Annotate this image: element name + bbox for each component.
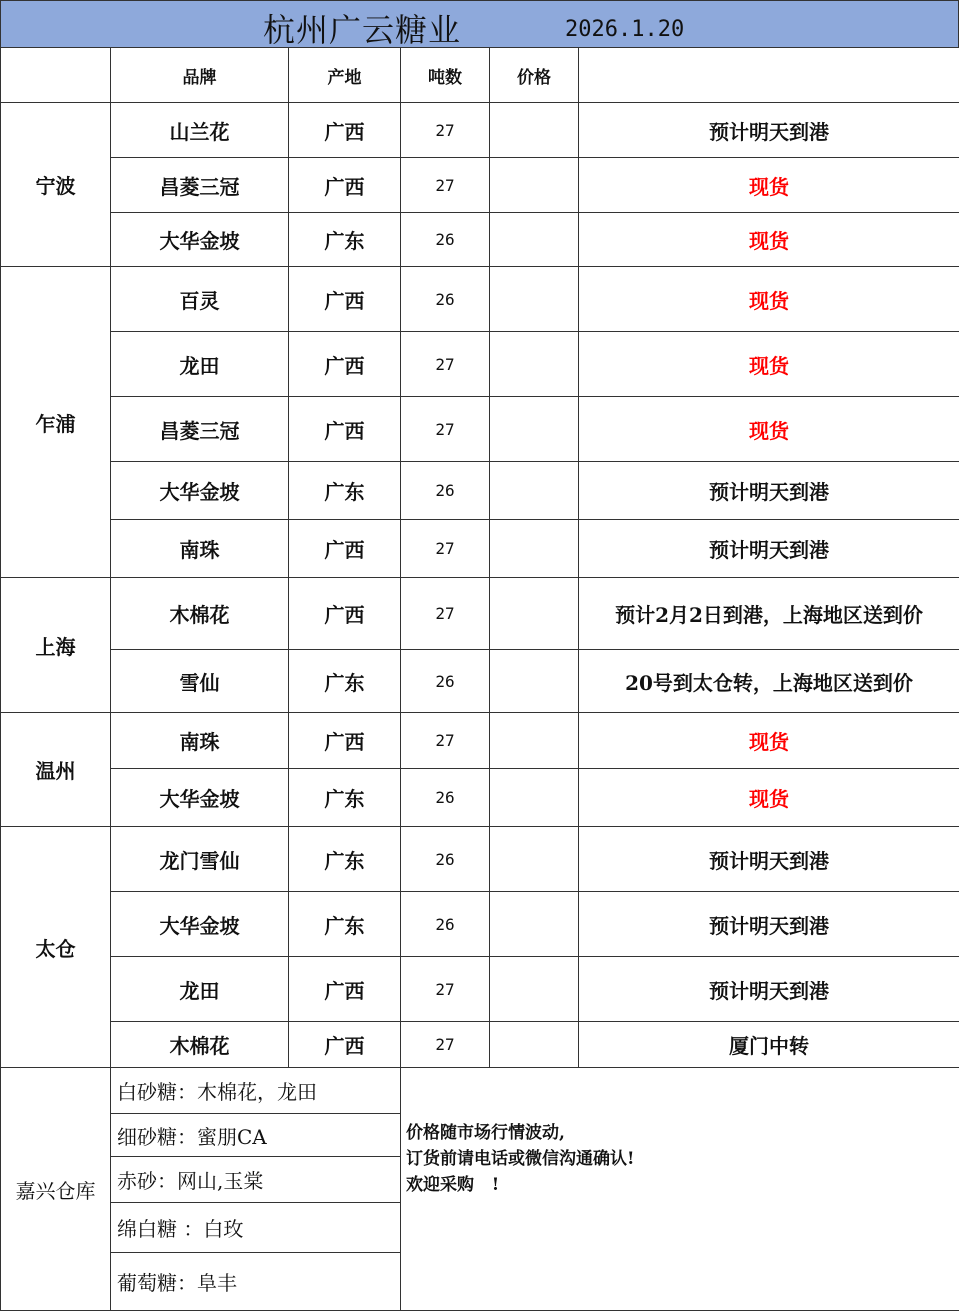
tons-cell: 26 (401, 213, 490, 267)
status-note: 20号到太仓转，上海地区送到价 (579, 650, 959, 713)
tons-cell: 27 (401, 103, 490, 158)
tons-cell: 26 (401, 462, 490, 520)
header-price: 价格 (490, 48, 579, 103)
company-title: 杭州广云糖业 (263, 5, 461, 51)
tons-cell: 27 (401, 520, 490, 578)
price-cell (490, 650, 579, 713)
table-row (1, 713, 959, 769)
tons-cell: 27 (401, 332, 490, 397)
table-row (1, 332, 959, 397)
header-region-cell (1, 48, 111, 103)
table-row (1, 520, 959, 578)
price-cell (490, 1022, 579, 1068)
tons-cell: 27 (401, 397, 490, 462)
origin-cell: 广西 (289, 957, 401, 1022)
price-cell (490, 462, 579, 520)
status-note: 现货 (579, 267, 959, 332)
table-row (1, 103, 959, 158)
region-ningbo: 宁波 (1, 103, 111, 267)
warehouse-item: 细砂糖：蜜朋CA (111, 1114, 401, 1157)
status-note: 预计明天到港 (579, 103, 959, 158)
notice-line: 欢迎采购 ! (406, 1172, 959, 1198)
price-cell (490, 957, 579, 1022)
header-tons: 吨数 (401, 48, 490, 103)
inventory-table (0, 47, 959, 1311)
price-cell (490, 213, 579, 267)
status-note: 预计明天到港 (579, 957, 959, 1022)
brand-cell: 昌菱三冠 (111, 397, 289, 462)
notice-line: 价格随市场行情波动, (406, 1120, 959, 1146)
brand-cell: 龙门雪仙 (111, 827, 289, 892)
status-note: 现货 (579, 713, 959, 769)
status-note: 预计明天到港 (579, 520, 959, 578)
region-zhapu: 乍浦 (1, 267, 111, 578)
price-cell (490, 578, 579, 650)
origin-cell: 广西 (289, 103, 401, 158)
warehouse-item: 赤砂：网山,玉棠 (111, 1157, 401, 1203)
tons-cell: 27 (401, 1022, 490, 1068)
table-row (1, 769, 959, 827)
notice-message (401, 1068, 959, 1311)
price-cell (490, 267, 579, 332)
price-cell (490, 397, 579, 462)
origin-cell: 广东 (289, 769, 401, 827)
origin-cell: 广西 (289, 578, 401, 650)
title-bar (0, 0, 959, 48)
origin-cell: 广东 (289, 827, 401, 892)
status-note: 现货 (579, 397, 959, 462)
price-cell (490, 892, 579, 957)
price-cell (490, 158, 579, 213)
price-cell (490, 332, 579, 397)
tons-cell: 26 (401, 267, 490, 332)
brand-cell: 大华金坡 (111, 213, 289, 267)
origin-cell: 广东 (289, 462, 401, 520)
tons-cell: 26 (401, 650, 490, 713)
header-row (1, 48, 959, 103)
table-row (1, 158, 959, 213)
warehouse-item: 葡萄糖：阜丰 (111, 1253, 401, 1311)
status-note: 厦门中转 (579, 1022, 959, 1068)
price-cell (490, 827, 579, 892)
price-cell (490, 103, 579, 158)
table-row (1, 892, 959, 957)
table-row (1, 397, 959, 462)
brand-cell: 百灵 (111, 267, 289, 332)
brand-cell: 雪仙 (111, 650, 289, 713)
region-taicang: 太仓 (1, 827, 111, 1068)
brand-cell: 南珠 (111, 713, 289, 769)
tons-cell: 26 (401, 892, 490, 957)
origin-cell: 广西 (289, 1022, 401, 1068)
brand-cell: 木棉花 (111, 1022, 289, 1068)
brand-cell: 大华金坡 (111, 892, 289, 957)
origin-cell: 广东 (289, 892, 401, 957)
tons-cell: 26 (401, 827, 490, 892)
origin-cell: 广西 (289, 397, 401, 462)
brand-cell: 大华金坡 (111, 769, 289, 827)
brand-cell: 大华金坡 (111, 462, 289, 520)
warehouse-item: 白砂糖：木棉花，龙田 (111, 1068, 401, 1114)
header-brand: 品牌 (111, 48, 289, 103)
warehouse-item: 绵白糖 ：白玫 (111, 1203, 401, 1253)
status-note: 现货 (579, 332, 959, 397)
table-row (1, 650, 959, 713)
table-row (1, 578, 959, 650)
table-row (1, 462, 959, 520)
brand-cell: 龙田 (111, 957, 289, 1022)
brand-cell: 龙田 (111, 332, 289, 397)
table-row (1, 267, 959, 332)
status-note: 预计明天到港 (579, 892, 959, 957)
brand-cell: 昌菱三冠 (111, 158, 289, 213)
header-origin: 产地 (289, 48, 401, 103)
status-note: 预计明天到港 (579, 462, 959, 520)
brand-cell: 山兰花 (111, 103, 289, 158)
table-row (1, 957, 959, 1022)
header-note (579, 48, 959, 103)
table-row (1, 1022, 959, 1068)
price-cell (490, 769, 579, 827)
tons-cell: 27 (401, 578, 490, 650)
origin-cell: 广西 (289, 713, 401, 769)
status-note: 现货 (579, 213, 959, 267)
table-row (1, 213, 959, 267)
notice-line: 订货前请电话或微信沟通确认! (406, 1146, 959, 1172)
price-cell (490, 520, 579, 578)
region-wenzhou: 温州 (1, 713, 111, 827)
status-note: 预计明天到港 (579, 827, 959, 892)
table-row (1, 827, 959, 892)
brand-cell: 南珠 (111, 520, 289, 578)
origin-cell: 广西 (289, 158, 401, 213)
status-note: 现货 (579, 158, 959, 213)
origin-cell: 广东 (289, 650, 401, 713)
origin-cell: 广西 (289, 332, 401, 397)
price-cell (490, 713, 579, 769)
tons-cell: 26 (401, 769, 490, 827)
tons-cell: 27 (401, 957, 490, 1022)
status-note: 预计2月2日到港，上海地区送到价 (579, 578, 959, 650)
origin-cell: 广西 (289, 267, 401, 332)
warehouse-row (1, 1068, 959, 1114)
origin-cell: 广西 (289, 520, 401, 578)
status-note: 现货 (579, 769, 959, 827)
region-jiaxing: 嘉兴仓库 (1, 1068, 111, 1311)
sheet-date: 2026.1.20 (565, 17, 684, 42)
region-shanghai: 上海 (1, 578, 111, 713)
brand-cell: 木棉花 (111, 578, 289, 650)
origin-cell: 广东 (289, 213, 401, 267)
tons-cell: 27 (401, 713, 490, 769)
tons-cell: 27 (401, 158, 490, 213)
